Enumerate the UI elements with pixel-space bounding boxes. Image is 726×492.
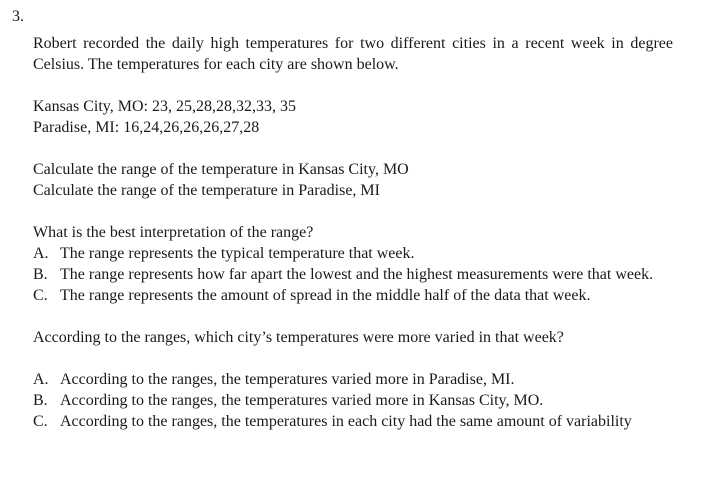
option-letter: B. — [33, 392, 48, 409]
q1-option-a[interactable] — [33, 243, 673, 264]
question-content — [33, 33, 673, 432]
task-range-paradise: Calculate the range of the temperature in Paradise, MI — [33, 182, 380, 199]
option-text: According to the ranges, the temperatures varied more in Kansas City, MO. — [60, 392, 544, 409]
question-number: 3. — [12, 8, 24, 25]
option-letter: B. — [33, 266, 48, 283]
q2-prompt: According to the ranges, which city’s temperatures were more varied in that week? — [33, 329, 564, 346]
option-text: According to the ranges, the temperatures in each city had the same amount of variability — [60, 413, 632, 430]
q1-option-c[interactable] — [33, 285, 673, 306]
q2-option-b[interactable] — [33, 390, 673, 411]
option-letter: A. — [33, 245, 49, 262]
q2-option-c[interactable] — [33, 411, 673, 432]
city-data-kansas: Kansas City, MO: 23, 25,28,28,32,33, 35 — [33, 98, 296, 115]
option-letter: C. — [33, 413, 48, 430]
city-data-paradise: Paradise, MI: 16,24,26,26,26,27,28 — [33, 119, 260, 136]
option-text: According to the ranges, the temperatures varied more in Paradise, MI. — [60, 371, 515, 388]
intro-paragraph: Robert recorded the daily high temperatures for two different cities in a recent week in degree Celsius. The temperatures for each city are shown below. — [33, 35, 673, 73]
option-letter: A. — [33, 371, 49, 388]
q1-option-b[interactable] — [33, 264, 673, 285]
option-text: The range represents the typical temperature that week. — [60, 245, 415, 262]
option-text: The range represents the amount of spread in the middle half of the data that week. — [60, 287, 591, 304]
task-range-kansas: Calculate the range of the temperature in Kansas City, MO — [33, 161, 409, 178]
option-letter: C. — [33, 287, 48, 304]
q2-option-a[interactable] — [33, 369, 673, 390]
q1-prompt: What is the best interpretation of the range? — [33, 224, 314, 241]
option-text: The range represents how far apart the lowest and the highest measurements were that week. — [60, 266, 654, 283]
